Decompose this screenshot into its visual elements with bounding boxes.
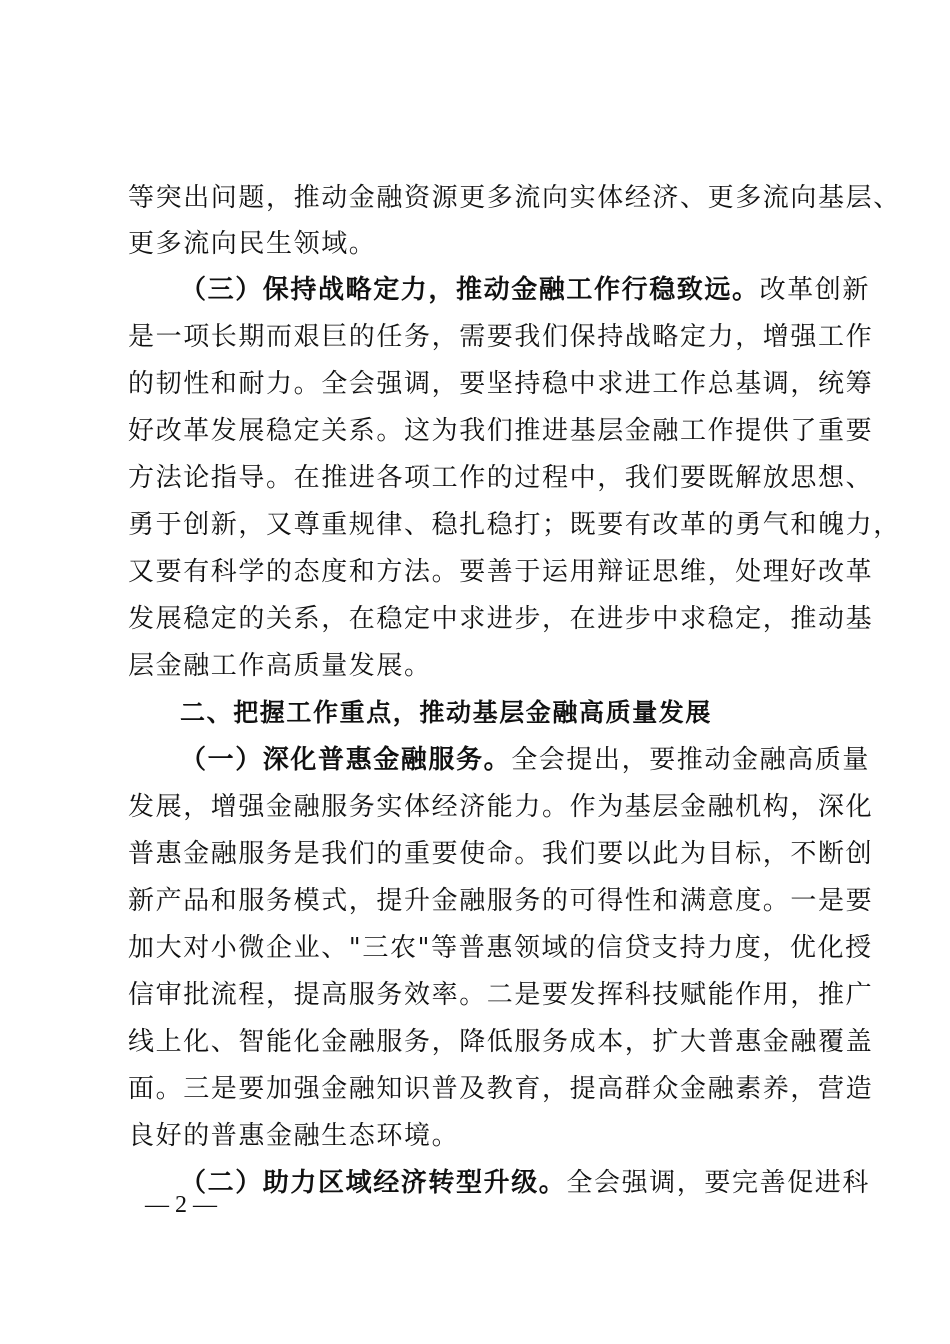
body-text-line: 是一项长期而艰巨的任务，需要我们保持战略定力，增强工作	[128, 322, 874, 352]
subheading-1: （一）深化普惠金融服务。	[180, 745, 512, 775]
section-heading: 二、把握工作重点，推动基层金融高质量发展	[180, 698, 713, 727]
body-text: 全会强调，要完善促进科	[566, 1168, 871, 1198]
body-text-line: 信审批流程，提高服务效率。二是要发挥科技赋能作用，推广	[128, 980, 874, 1010]
body-text: 改革创新	[759, 275, 871, 305]
subheading-3: （三）保持战略定力，推动金融工作行稳致远。	[180, 275, 760, 305]
body-text-line: 良好的普惠金融生态环境。	[128, 1121, 460, 1151]
body-text-line: 好改革发展稳定关系。这为我们推进基层金融工作提供了重要	[128, 416, 874, 446]
body-text-line: 的韧性和耐力。全会强调，要坚持稳中求进工作总基调，统筹	[128, 369, 874, 399]
body-text-line: 层金融工作高质量发展。	[128, 651, 432, 681]
body-text-line: 加大对小微企业、"三农"等普惠领域的信贷支持力度，优化授	[128, 933, 873, 963]
subheading-2: （二）助力区域经济转型升级。	[180, 1168, 567, 1198]
body-text-line: 等突出问题，推动金融资源更多流向实体经济、更多流向基层、	[128, 183, 901, 213]
body-text-line: 新产品和服务模式，提升金融服务的可得性和满意度。一是要	[128, 886, 874, 916]
subheading-line	[180, 273, 870, 307]
body-text-line: 方法论指导。在推进各项工作的过程中，我们要既解放思想、	[128, 463, 874, 493]
body-text-line: 面。三是要加强金融知识普及教育，提高群众金融素养，营造	[128, 1074, 874, 1104]
body-text-line: 发展稳定的关系，在稳定中求进步，在进步中求稳定，推动基	[128, 604, 874, 634]
body-text-line: 发展，增强金融服务实体经济能力。作为基层金融机构，深化	[128, 792, 874, 822]
body-text: 全会提出，要推动金融高质量	[511, 745, 871, 775]
body-text-line: 普惠金融服务是我们的重要使命。我们要以此为目标，不断创	[128, 839, 874, 869]
subheading-line	[180, 743, 870, 777]
body-text-line: 又要有科学的态度和方法。要善于运用辩证思维，处理好改革	[128, 557, 874, 587]
page-number: — 2 —	[145, 1192, 217, 1218]
subheading-line	[180, 1166, 870, 1200]
body-text-line: 线上化、智能化金融服务，降低服务成本，扩大普惠金融覆盖	[128, 1027, 874, 1057]
body-text-line: 勇于创新，又尊重规律、稳扎稳打；既要有改革的勇气和魄力，	[128, 510, 901, 540]
body-text-line: 更多流向民生领域。	[128, 229, 377, 259]
